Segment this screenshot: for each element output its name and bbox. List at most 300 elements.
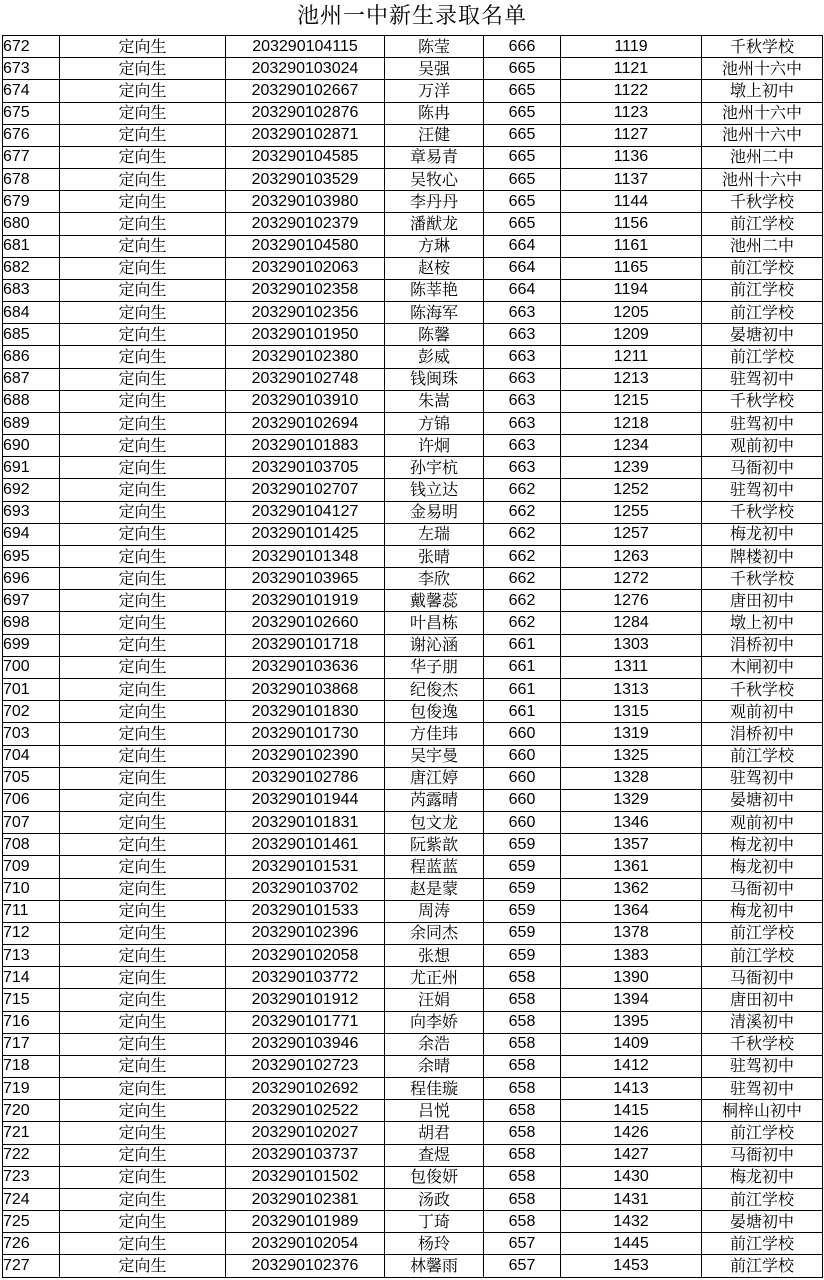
- rank-cell: 1218: [561, 412, 702, 434]
- exam-id-cell: 203290102748: [226, 368, 385, 390]
- school-cell: 池州十六中: [702, 58, 823, 80]
- table-row: [3, 989, 823, 1011]
- admission-type-cell: 定向生: [60, 967, 226, 989]
- score-cell: 666: [484, 36, 561, 58]
- student-name-cell: 彭威: [385, 346, 484, 368]
- admission-type-cell: 定向生: [60, 124, 226, 146]
- student-name-cell: 章易青: [385, 146, 484, 168]
- table-row: [3, 1078, 823, 1100]
- school-cell: 梅龙初中: [702, 1166, 823, 1188]
- exam-id-cell: 203290101919: [226, 590, 385, 612]
- school-cell: 晏塘初中: [702, 789, 823, 811]
- exam-id-cell: 203290103529: [226, 169, 385, 191]
- table-row: [3, 102, 823, 124]
- student-name-cell: 陈莘艳: [385, 279, 484, 301]
- school-cell: 千秋学校: [702, 390, 823, 412]
- school-cell: 千秋学校: [702, 191, 823, 213]
- serial-number-cell: 711: [3, 900, 60, 922]
- admission-type-cell: 定向生: [60, 191, 226, 213]
- admission-type-cell: 定向生: [60, 479, 226, 501]
- serial-number-cell: 707: [3, 812, 60, 834]
- exam-id-cell: 203290102358: [226, 279, 385, 301]
- score-cell: 658: [484, 1144, 561, 1166]
- rank-cell: 1144: [561, 191, 702, 213]
- exam-id-cell: 203290101425: [226, 523, 385, 545]
- student-name-cell: 胡君: [385, 1122, 484, 1144]
- serial-number-cell: 695: [3, 545, 60, 567]
- rank-cell: 1445: [561, 1233, 702, 1255]
- rank-cell: 1412: [561, 1055, 702, 1077]
- admission-type-cell: 定向生: [60, 58, 226, 80]
- student-name-cell: 陈海军: [385, 302, 484, 324]
- table-row: [3, 812, 823, 834]
- table-row: [3, 1144, 823, 1166]
- school-cell: 前江学校: [702, 302, 823, 324]
- exam-id-cell: 203290102390: [226, 745, 385, 767]
- admission-type-cell: 定向生: [60, 412, 226, 434]
- student-name-cell: 方佳玮: [385, 723, 484, 745]
- table-row: [3, 612, 823, 634]
- score-cell: 663: [484, 368, 561, 390]
- score-cell: 665: [484, 191, 561, 213]
- student-name-cell: 汤政: [385, 1188, 484, 1210]
- student-name-cell: 陈馨: [385, 324, 484, 346]
- score-cell: 665: [484, 124, 561, 146]
- exam-id-cell: 203290101883: [226, 435, 385, 457]
- exam-id-cell: 203290102694: [226, 412, 385, 434]
- admission-type-cell: 定向生: [60, 1078, 226, 1100]
- serial-number-cell: 726: [3, 1233, 60, 1255]
- school-cell: 梅龙初中: [702, 834, 823, 856]
- rank-cell: 1284: [561, 612, 702, 634]
- school-cell: 驻驾初中: [702, 767, 823, 789]
- score-cell: 658: [484, 1188, 561, 1210]
- serial-number-cell: 720: [3, 1100, 60, 1122]
- score-cell: 660: [484, 723, 561, 745]
- rank-cell: 1209: [561, 324, 702, 346]
- table-row: [3, 1233, 823, 1255]
- score-cell: 662: [484, 479, 561, 501]
- rank-cell: 1257: [561, 523, 702, 545]
- table-row: [3, 634, 823, 656]
- score-cell: 663: [484, 324, 561, 346]
- student-name-cell: 方琳: [385, 235, 484, 257]
- student-name-cell: 张晴: [385, 545, 484, 567]
- admission-type-cell: 定向生: [60, 1188, 226, 1210]
- score-cell: 665: [484, 169, 561, 191]
- admission-type-cell: 定向生: [60, 169, 226, 191]
- score-cell: 660: [484, 812, 561, 834]
- serial-number-cell: 689: [3, 412, 60, 434]
- score-cell: 658: [484, 989, 561, 1011]
- rank-cell: 1346: [561, 812, 702, 834]
- score-cell: 660: [484, 789, 561, 811]
- rank-cell: 1431: [561, 1188, 702, 1210]
- serial-number-cell: 725: [3, 1211, 60, 1233]
- exam-id-cell: 203290104115: [226, 36, 385, 58]
- score-cell: 659: [484, 945, 561, 967]
- school-cell: 梅龙初中: [702, 900, 823, 922]
- rank-cell: 1119: [561, 36, 702, 58]
- table-row: [3, 390, 823, 412]
- rank-cell: 1156: [561, 213, 702, 235]
- serial-number-cell: 698: [3, 612, 60, 634]
- school-cell: 前江学校: [702, 279, 823, 301]
- school-cell: 池州十六中: [702, 124, 823, 146]
- exam-id-cell: 203290103702: [226, 878, 385, 900]
- school-cell: 马衙初中: [702, 878, 823, 900]
- exam-id-cell: 203290102058: [226, 945, 385, 967]
- exam-id-cell: 203290103946: [226, 1033, 385, 1055]
- school-cell: 木闸初中: [702, 656, 823, 678]
- admission-type-cell: 定向生: [60, 257, 226, 279]
- rank-cell: 1137: [561, 169, 702, 191]
- serial-number-cell: 693: [3, 501, 60, 523]
- serial-number-cell: 724: [3, 1188, 60, 1210]
- school-cell: 墩上初中: [702, 80, 823, 102]
- table-row: [3, 834, 823, 856]
- exam-id-cell: 203290102660: [226, 612, 385, 634]
- student-name-cell: 华子朋: [385, 656, 484, 678]
- serial-number-cell: 685: [3, 324, 60, 346]
- admission-type-cell: 定向生: [60, 146, 226, 168]
- school-cell: 梅龙初中: [702, 856, 823, 878]
- serial-number-cell: 682: [3, 257, 60, 279]
- exam-id-cell: 203290102356: [226, 302, 385, 324]
- student-name-cell: 程蓝蓝: [385, 856, 484, 878]
- admission-type-cell: 定向生: [60, 656, 226, 678]
- rank-cell: 1263: [561, 545, 702, 567]
- student-name-cell: 陈冉: [385, 102, 484, 124]
- student-name-cell: 尤正州: [385, 967, 484, 989]
- student-name-cell: 潘猷龙: [385, 213, 484, 235]
- admission-type-cell: 定向生: [60, 878, 226, 900]
- serial-number-cell: 721: [3, 1122, 60, 1144]
- serial-number-cell: 678: [3, 169, 60, 191]
- admission-type-cell: 定向生: [60, 457, 226, 479]
- admission-type-cell: 定向生: [60, 767, 226, 789]
- table-row: [3, 945, 823, 967]
- admission-table-body: [3, 36, 823, 1278]
- student-name-cell: 林馨雨: [385, 1255, 484, 1277]
- table-row: [3, 590, 823, 612]
- student-name-cell: 陈莹: [385, 36, 484, 58]
- school-cell: 池州二中: [702, 235, 823, 257]
- exam-id-cell: 203290102380: [226, 346, 385, 368]
- score-cell: 658: [484, 1166, 561, 1188]
- admission-type-cell: 定向生: [60, 1255, 226, 1277]
- exam-id-cell: 203290102027: [226, 1122, 385, 1144]
- admission-type-cell: 定向生: [60, 368, 226, 390]
- score-cell: 662: [484, 545, 561, 567]
- rank-cell: 1395: [561, 1011, 702, 1033]
- admission-type-cell: 定向生: [60, 900, 226, 922]
- student-name-cell: 汪娟: [385, 989, 484, 1011]
- exam-id-cell: 203290101830: [226, 701, 385, 723]
- serial-number-cell: 717: [3, 1033, 60, 1055]
- serial-number-cell: 699: [3, 634, 60, 656]
- serial-number-cell: 700: [3, 656, 60, 678]
- table-row: [3, 457, 823, 479]
- serial-number-cell: 676: [3, 124, 60, 146]
- score-cell: 662: [484, 590, 561, 612]
- rank-cell: 1255: [561, 501, 702, 523]
- rank-cell: 1362: [561, 878, 702, 900]
- rank-cell: 1239: [561, 457, 702, 479]
- admission-type-cell: 定向生: [60, 945, 226, 967]
- serial-number-cell: 675: [3, 102, 60, 124]
- student-name-cell: 左瑞: [385, 523, 484, 545]
- student-name-cell: 查煜: [385, 1144, 484, 1166]
- serial-number-cell: 687: [3, 368, 60, 390]
- rank-cell: 1127: [561, 124, 702, 146]
- table-row: [3, 878, 823, 900]
- score-cell: 660: [484, 767, 561, 789]
- admission-type-cell: 定向生: [60, 989, 226, 1011]
- admission-type-cell: 定向生: [60, 1055, 226, 1077]
- serial-number-cell: 713: [3, 945, 60, 967]
- exam-id-cell: 203290102667: [226, 80, 385, 102]
- document-title: 池州一中新生录取名单: [296, 4, 527, 29]
- exam-id-cell: 203290102723: [226, 1055, 385, 1077]
- rank-cell: 1136: [561, 146, 702, 168]
- school-cell: 池州十六中: [702, 102, 823, 124]
- table-row: [3, 745, 823, 767]
- rank-cell: 1409: [561, 1033, 702, 1055]
- rank-cell: 1165: [561, 257, 702, 279]
- school-cell: 前江学校: [702, 745, 823, 767]
- admission-type-cell: 定向生: [60, 80, 226, 102]
- exam-id-cell: 203290104580: [226, 235, 385, 257]
- school-cell: 马衙初中: [702, 1144, 823, 1166]
- table-row: [3, 856, 823, 878]
- school-cell: 唐田初中: [702, 989, 823, 1011]
- score-cell: 663: [484, 302, 561, 324]
- admission-type-cell: 定向生: [60, 1100, 226, 1122]
- admission-type-cell: 定向生: [60, 701, 226, 723]
- table-row: [3, 545, 823, 567]
- exam-id-cell: 203290101944: [226, 789, 385, 811]
- score-cell: 658: [484, 1122, 561, 1144]
- exam-id-cell: 203290101831: [226, 812, 385, 834]
- admission-type-cell: 定向生: [60, 745, 226, 767]
- exam-id-cell: 203290101348: [226, 545, 385, 567]
- serial-number-cell: 714: [3, 967, 60, 989]
- admission-type-cell: 定向生: [60, 324, 226, 346]
- exam-id-cell: 203290101730: [226, 723, 385, 745]
- serial-number-cell: 692: [3, 479, 60, 501]
- serial-number-cell: 712: [3, 922, 60, 944]
- school-cell: 千秋学校: [702, 678, 823, 700]
- student-name-cell: 吴宇曼: [385, 745, 484, 767]
- rank-cell: 1215: [561, 390, 702, 412]
- school-cell: 前江学校: [702, 257, 823, 279]
- serial-number-cell: 706: [3, 789, 60, 811]
- admission-type-cell: 定向生: [60, 1211, 226, 1233]
- student-name-cell: 向李娇: [385, 1011, 484, 1033]
- student-name-cell: 汪健: [385, 124, 484, 146]
- student-name-cell: 包文龙: [385, 812, 484, 834]
- score-cell: 664: [484, 257, 561, 279]
- serial-number-cell: 708: [3, 834, 60, 856]
- admission-type-cell: 定向生: [60, 922, 226, 944]
- student-name-cell: 包俊逸: [385, 701, 484, 723]
- table-row: [3, 1100, 823, 1122]
- serial-number-cell: 694: [3, 523, 60, 545]
- exam-id-cell: 203290103024: [226, 58, 385, 80]
- table-row: [3, 523, 823, 545]
- exam-id-cell: 203290101950: [226, 324, 385, 346]
- school-cell: 前江学校: [702, 1122, 823, 1144]
- score-cell: 659: [484, 900, 561, 922]
- table-row: [3, 1255, 823, 1277]
- rank-cell: 1234: [561, 435, 702, 457]
- admission-type-cell: 定向生: [60, 213, 226, 235]
- exam-id-cell: 203290102381: [226, 1188, 385, 1210]
- score-cell: 658: [484, 1211, 561, 1233]
- serial-number-cell: 686: [3, 346, 60, 368]
- table-row: [3, 656, 823, 678]
- rank-cell: 1313: [561, 678, 702, 700]
- admission-type-cell: 定向生: [60, 1011, 226, 1033]
- admission-type-cell: 定向生: [60, 501, 226, 523]
- school-cell: 前江学校: [702, 1233, 823, 1255]
- student-name-cell: 孙宇杭: [385, 457, 484, 479]
- rank-cell: 1432: [561, 1211, 702, 1233]
- school-cell: 晏塘初中: [702, 324, 823, 346]
- score-cell: 657: [484, 1255, 561, 1277]
- table-row: [3, 36, 823, 58]
- score-cell: 662: [484, 523, 561, 545]
- serial-number-cell: 701: [3, 678, 60, 700]
- admission-type-cell: 定向生: [60, 545, 226, 567]
- admission-type-cell: 定向生: [60, 723, 226, 745]
- admission-type-cell: 定向生: [60, 302, 226, 324]
- score-cell: 658: [484, 967, 561, 989]
- exam-id-cell: 203290102063: [226, 257, 385, 279]
- school-cell: 千秋学校: [702, 1033, 823, 1055]
- exam-id-cell: 203290101771: [226, 1011, 385, 1033]
- school-cell: 池州二中: [702, 146, 823, 168]
- serial-number-cell: 727: [3, 1255, 60, 1277]
- rank-cell: 1122: [561, 80, 702, 102]
- admission-type-cell: 定向生: [60, 1233, 226, 1255]
- score-cell: 661: [484, 678, 561, 700]
- serial-number-cell: 709: [3, 856, 60, 878]
- rank-cell: 1430: [561, 1166, 702, 1188]
- serial-number-cell: 716: [3, 1011, 60, 1033]
- student-name-cell: 方锦: [385, 412, 484, 434]
- rank-cell: 1325: [561, 745, 702, 767]
- rank-cell: 1427: [561, 1144, 702, 1166]
- score-cell: 664: [484, 235, 561, 257]
- school-cell: 墩上初中: [702, 612, 823, 634]
- exam-id-cell: 203290102396: [226, 922, 385, 944]
- table-row: [3, 701, 823, 723]
- student-name-cell: 张想: [385, 945, 484, 967]
- exam-id-cell: 203290101531: [226, 856, 385, 878]
- school-cell: 涓桥初中: [702, 634, 823, 656]
- school-cell: 前江学校: [702, 922, 823, 944]
- exam-id-cell: 203290101502: [226, 1166, 385, 1188]
- table-row: [3, 501, 823, 523]
- serial-number-cell: 673: [3, 58, 60, 80]
- student-name-cell: 周涛: [385, 900, 484, 922]
- score-cell: 658: [484, 1055, 561, 1077]
- school-cell: 驻驾初中: [702, 412, 823, 434]
- exam-id-cell: 203290103980: [226, 191, 385, 213]
- school-cell: 涓桥初中: [702, 723, 823, 745]
- table-row: [3, 967, 823, 989]
- school-cell: 观前初中: [702, 435, 823, 457]
- serial-number-cell: 690: [3, 435, 60, 457]
- admission-type-cell: 定向生: [60, 36, 226, 58]
- admission-type-cell: 定向生: [60, 435, 226, 457]
- exam-id-cell: 203290101718: [226, 634, 385, 656]
- score-cell: 663: [484, 457, 561, 479]
- table-row: [3, 1211, 823, 1233]
- rank-cell: 1361: [561, 856, 702, 878]
- score-cell: 665: [484, 102, 561, 124]
- score-cell: 658: [484, 1033, 561, 1055]
- serial-number-cell: 681: [3, 235, 60, 257]
- rank-cell: 1426: [561, 1122, 702, 1144]
- table-row: [3, 324, 823, 346]
- student-name-cell: 芮露晴: [385, 789, 484, 811]
- student-name-cell: 程佳璇: [385, 1078, 484, 1100]
- school-cell: 前江学校: [702, 213, 823, 235]
- serial-number-cell: 672: [3, 36, 60, 58]
- admission-type-cell: 定向生: [60, 789, 226, 811]
- admission-type-cell: 定向生: [60, 634, 226, 656]
- table-row: [3, 789, 823, 811]
- rank-cell: 1453: [561, 1255, 702, 1277]
- rank-cell: 1364: [561, 900, 702, 922]
- school-cell: 驻驾初中: [702, 479, 823, 501]
- school-cell: 清溪初中: [702, 1011, 823, 1033]
- admission-type-cell: 定向生: [60, 235, 226, 257]
- serial-number-cell: 704: [3, 745, 60, 767]
- table-row: [3, 1011, 823, 1033]
- serial-number-cell: 702: [3, 701, 60, 723]
- exam-id-cell: 203290102379: [226, 213, 385, 235]
- exam-id-cell: 203290102522: [226, 1100, 385, 1122]
- exam-id-cell: 203290104585: [226, 146, 385, 168]
- table-row: [3, 1033, 823, 1055]
- exam-id-cell: 203290103737: [226, 1144, 385, 1166]
- admission-type-cell: 定向生: [60, 279, 226, 301]
- table-row: [3, 213, 823, 235]
- student-name-cell: 赵桉: [385, 257, 484, 279]
- school-cell: 牌楼初中: [702, 545, 823, 567]
- score-cell: 658: [484, 1011, 561, 1033]
- table-row: [3, 479, 823, 501]
- exam-id-cell: 203290103868: [226, 678, 385, 700]
- exam-id-cell: 203290102786: [226, 767, 385, 789]
- table-row: [3, 412, 823, 434]
- score-cell: 661: [484, 701, 561, 723]
- score-cell: 659: [484, 878, 561, 900]
- rank-cell: 1415: [561, 1100, 702, 1122]
- admission-type-cell: 定向生: [60, 102, 226, 124]
- score-cell: 664: [484, 279, 561, 301]
- student-name-cell: 丁琦: [385, 1211, 484, 1233]
- table-row: [3, 1188, 823, 1210]
- exam-id-cell: 203290102376: [226, 1255, 385, 1277]
- student-name-cell: 吴牧心: [385, 169, 484, 191]
- student-name-cell: 金易明: [385, 501, 484, 523]
- school-cell: 驻驾初中: [702, 368, 823, 390]
